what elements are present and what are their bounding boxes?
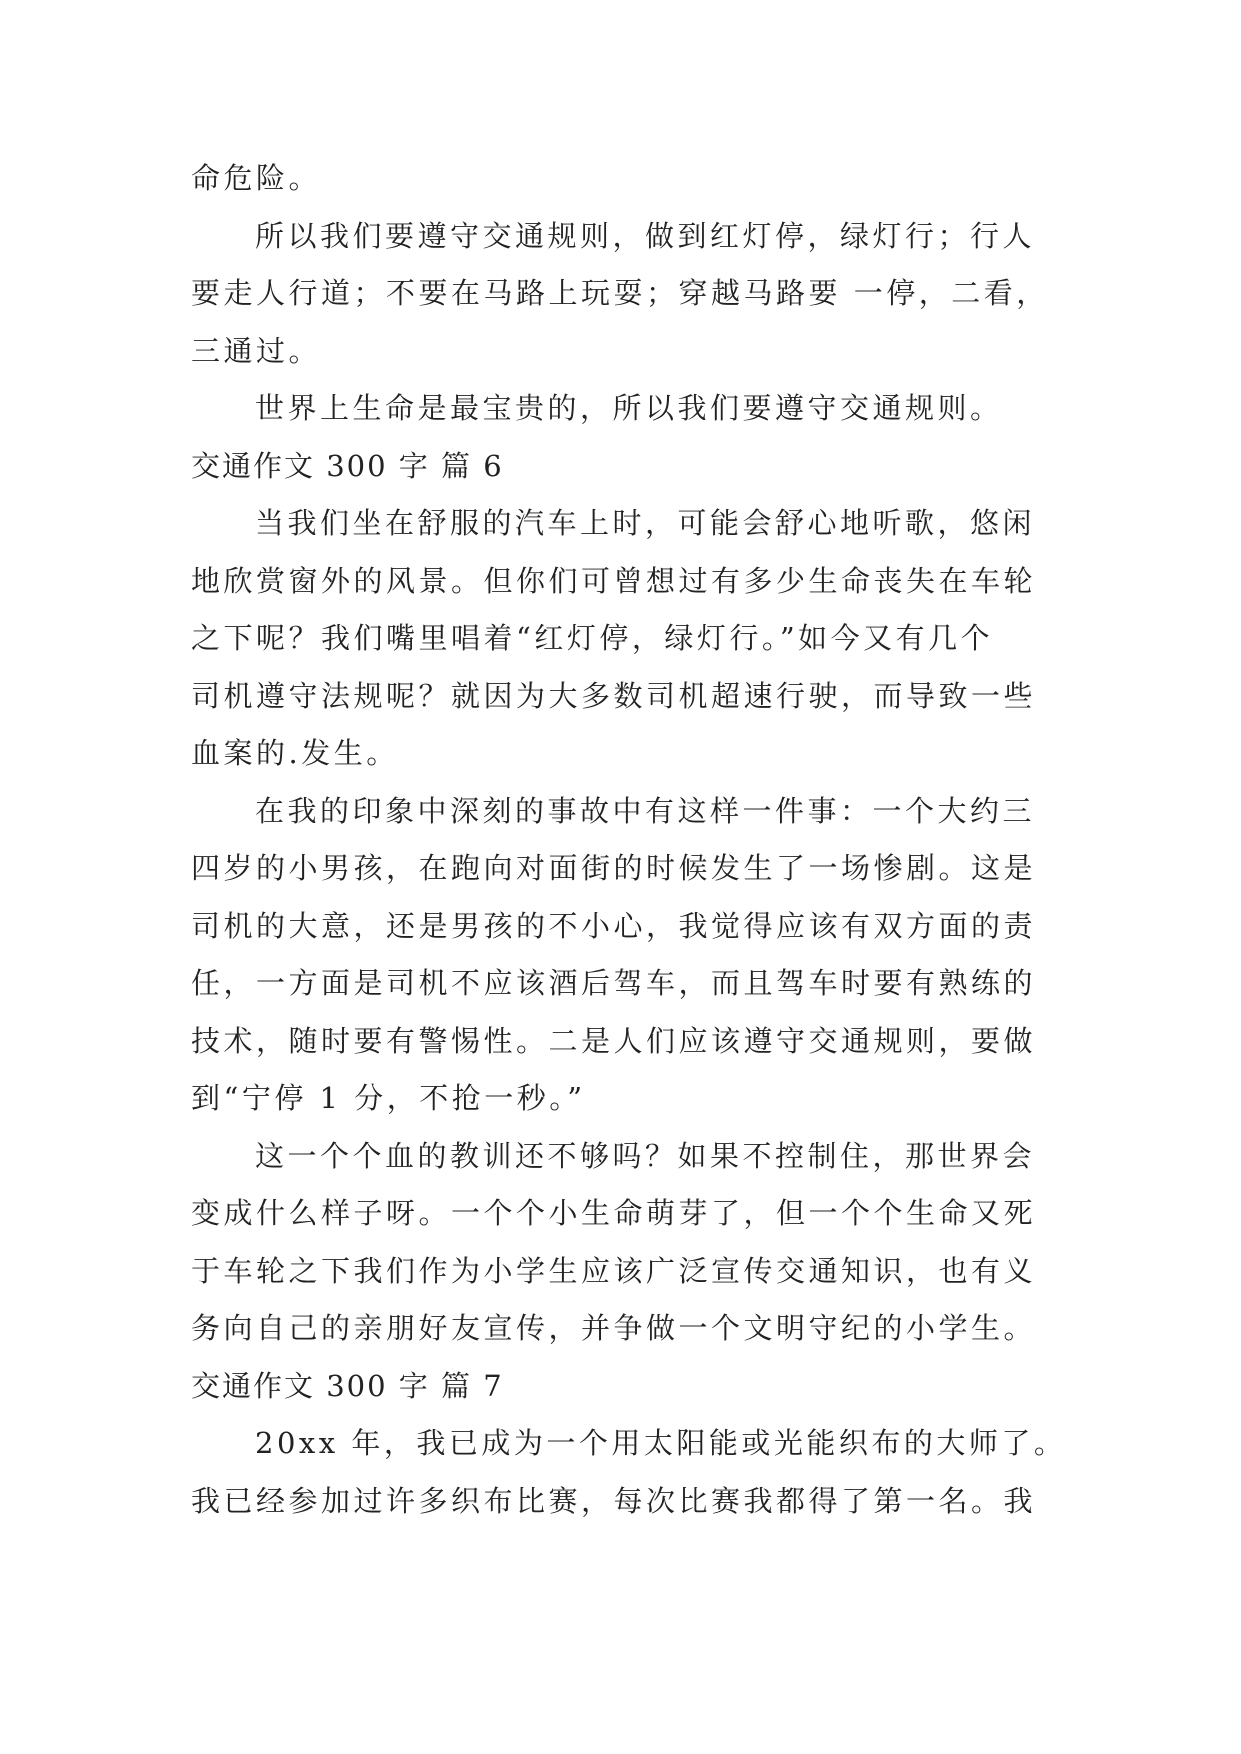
- paragraph-start-line: 20xx 年，我已成为一个用太阳能或光能织布的大师了。: [255, 1426, 1067, 1460]
- section-heading: 交通作文 300 字 篇 6: [191, 448, 504, 483]
- text-line: 血案的.发生。: [191, 736, 399, 770]
- paragraph-start-line: 这一个个血的教训还不够吗？如果不控制住，那世界会: [255, 1138, 1036, 1173]
- text-line: 我已经参加过许多织布比赛，每次比赛我都得了第一名。我: [191, 1483, 1037, 1518]
- paragraph-start-line: 在我的印象中深刻的事故中有这样一件事：一个大约三: [255, 793, 1036, 828]
- text-line: 三通过。: [191, 333, 322, 368]
- text-line: 司机遵守法规呢？就因为大多数司机超速行驶，而导致一些: [191, 678, 1037, 713]
- paragraph-start-line: 世界上生命是最宝贵的，所以我们要遵守交通规则。: [255, 391, 1003, 425]
- text-line: 任，一方面是司机不应该酒后驾车，而且驾车时要有熟练的: [191, 966, 1037, 1000]
- text-line: 于车轮之下我们作为小学生应该广泛宣传交通知识，也有义: [191, 1253, 1037, 1288]
- document-body: [191, 150, 1071, 1530]
- text-line: 技术，随时要有警惕性。二是人们应该遵守交通规则，要做: [191, 1023, 1037, 1058]
- text-line: 要走人行道；不要在马路上玩耍；穿越马路要 一停，二看，: [191, 276, 1049, 310]
- section-heading: 交通作文 300 字 篇 7: [191, 1368, 504, 1403]
- paragraph-start-line: 当我们坐在舒服的汽车上时，可能会舒心地听歌，悠闲: [255, 506, 1036, 540]
- text-line: 司机的大意，还是男孩的不小心，我觉得应该有双方面的责: [191, 908, 1037, 943]
- text-line: 四岁的小男孩，在跑向对面街的时候发生了一场惨剧。这是: [191, 851, 1037, 885]
- text-line: 变成什么样子呀。一个个小生命萌芽了，但一个个生命又死: [191, 1196, 1037, 1230]
- paragraph-start-line: 所以我们要遵守交通规则，做到红灯停，绿灯行；行人: [255, 218, 1036, 253]
- text-line: 到“宁停 1 分，不抢一秒。”: [191, 1081, 586, 1115]
- text-line: 之下呢？我们嘴里唱着“红灯停，绿灯行。”如今又有几个: [191, 621, 994, 655]
- text-line: 命危险。: [191, 161, 322, 195]
- text-line: 地欣赏窗外的风景。但你们可曾想过有多少生命丧失在车轮: [191, 563, 1037, 598]
- text-line: 务向自己的亲朋好友宣传，并争做一个文明守纪的小学生。: [191, 1311, 1037, 1345]
